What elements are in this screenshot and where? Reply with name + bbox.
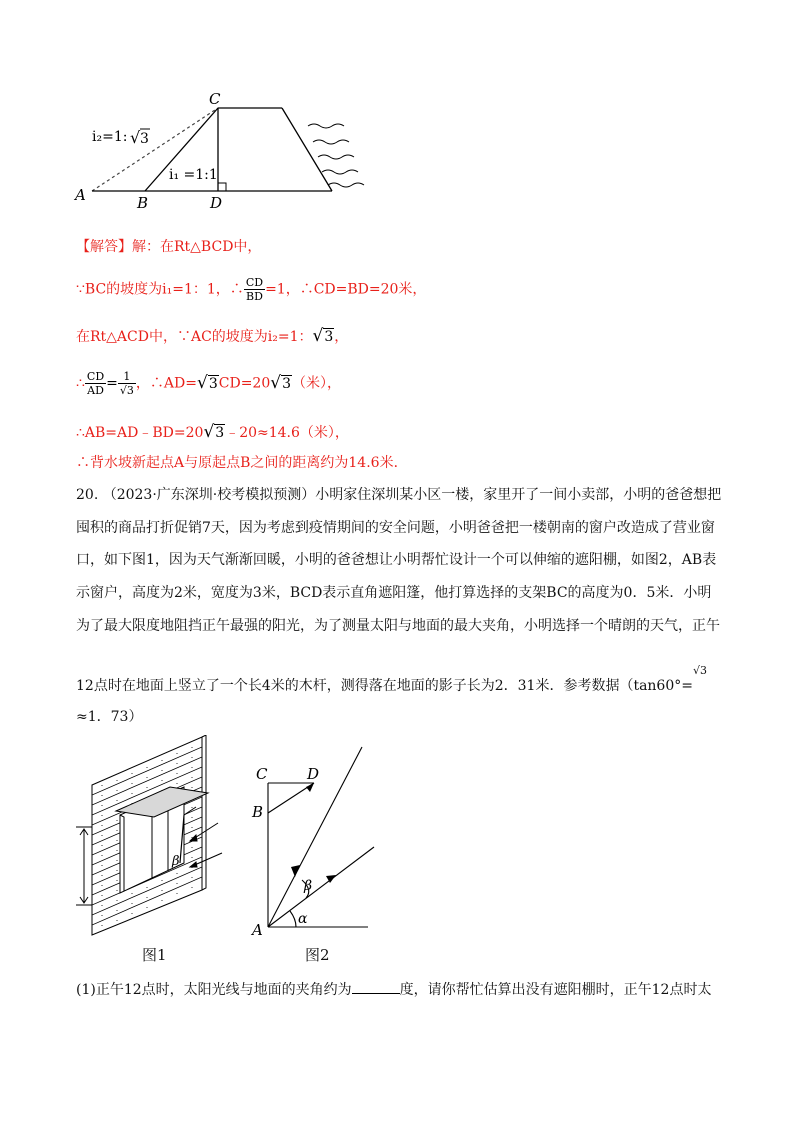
figure-2-caption: 图2 <box>305 946 330 964</box>
fraction-cd-bd: $\frac{CD}{BD}$ <box>245 276 264 303</box>
i2-sqrt-value: 3 <box>140 131 149 147</box>
problem-line-2: 囤积的商品打折促销7天，因为考虑到疫情期间的安全问题，小明爸爸把一楼朝南的窗户改造成了营业窗 <box>76 520 715 536</box>
label-c: C <box>209 90 221 108</box>
problem-line-5: 为了最大限度地阻挡正午最强的阳光，为了测量太阳与地面的最大夹角，小明选择一个晴朗的天气，正午 <box>76 618 720 634</box>
solution-line-2 <box>76 276 426 303</box>
fig2-b: B <box>252 803 264 821</box>
fig2-alpha: α <box>298 911 308 927</box>
problem-line-1: 20. （2023·广东深圳·校考模拟预测）小明家住深圳某小区一楼，家里开了一间小卖部，小明的爸爸想把 <box>76 487 722 503</box>
figure-1-window <box>72 735 232 940</box>
solution-line-5: ∴AB=AD﹣BD=20√3﹣20≈14.6（米）， <box>76 422 349 442</box>
fig2-d: D <box>307 765 320 783</box>
svg-text:√: √ <box>130 128 141 147</box>
question-1-line: (1)正午12点时，太阳光线与地面的夹角约为 度，请你帮忙估算出没有遮阳棚时，正午12点时太 <box>76 979 711 999</box>
problem-line-6: 12点时在地面上竖立了一个长4米的木杆，测得落在地面的影子长为2．31米．参考数据（tan60°=$^{√3}$ <box>76 664 707 694</box>
label-d: D <box>210 194 223 212</box>
problem-line-3: 口，如下图1，因为天气渐渐回暖，小明的爸爸想让小明帮忙设计一个可以伸缩的遮阳棚，如图2，AB表 <box>76 552 717 568</box>
problem-line-7: ≈1．73） <box>76 709 143 725</box>
figure-1-caption: 图1 <box>142 946 167 964</box>
fig2-c: C <box>256 765 268 783</box>
label-b: B <box>137 194 149 212</box>
solution-line-6: ∴背水坡新起点A与原起点B之间的距离约为14.6米． <box>76 455 408 471</box>
answer-blank[interactable] <box>352 979 400 994</box>
solution-line-2-b: =1，∴CD=BD=20米， <box>265 281 427 298</box>
i2-label: i₂=1: <box>92 129 128 145</box>
label-a: A <box>75 186 86 204</box>
solution-line-1: 【解答】解：在Rt△BCD中， <box>76 239 262 255</box>
figure-2-diagram <box>250 735 400 945</box>
sqrt3-superscript: √3 <box>692 664 707 677</box>
fig2-a: A <box>252 921 263 939</box>
i1-label: i₁ =1:1 <box>169 167 218 183</box>
fig2-beta: β <box>304 878 313 894</box>
problem-line-4: 示窗户，高度为2米，宽度为3米，BCD表示直角遮阳篷，他打算选择的支架BC的高度为0．5米．小明 <box>76 585 712 601</box>
solution-line-4: ∴ $\frac{CD}{AD}$ = $\frac{1}{√3}$ ，∴AD=√3CD=20√3（米）， <box>76 370 342 397</box>
fig1-beta: β <box>172 854 180 869</box>
solution-line-3: 在Rt△ACD中，∵AC的坡度为i₂=1：√3， <box>76 326 349 346</box>
slope-diagram <box>70 90 380 215</box>
solution-line-2-a: ∵BC的坡度为i₁=1：1，∴ <box>76 281 244 298</box>
